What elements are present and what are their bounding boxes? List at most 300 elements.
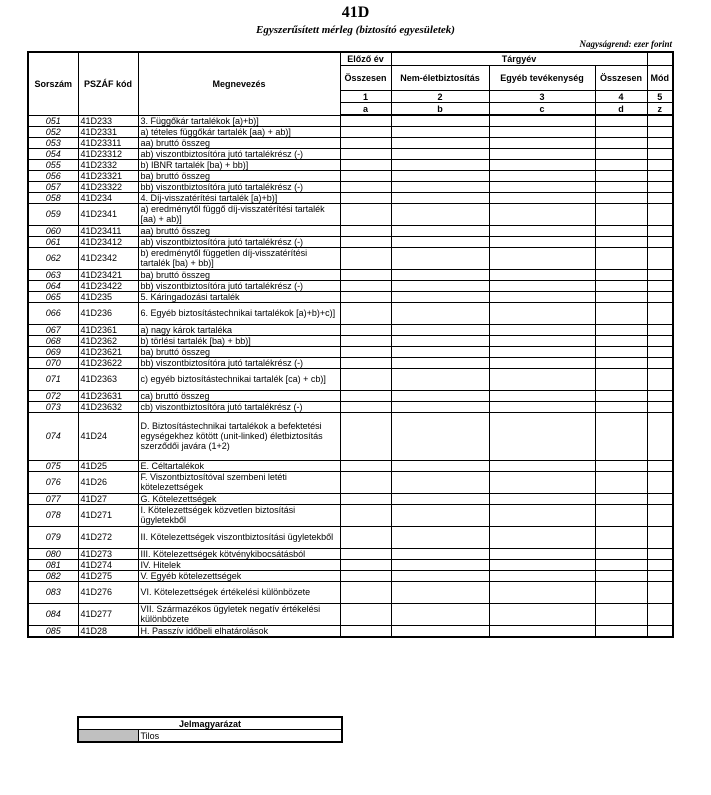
value-cell-prev-total[interactable] xyxy=(340,390,391,401)
value-cell-other-activity[interactable] xyxy=(489,170,595,181)
value-cell-mod[interactable] xyxy=(647,269,673,280)
value-cell-other-activity[interactable] xyxy=(489,247,595,269)
row-description: ba) bruttó összeg xyxy=(138,269,340,280)
row-number: 053 xyxy=(28,137,78,148)
value-cell-curr-total[interactable] xyxy=(595,280,647,291)
value-cell-non-life[interactable] xyxy=(391,203,489,225)
value-cell-curr-total[interactable] xyxy=(595,603,647,625)
value-cell-mod[interactable] xyxy=(647,192,673,203)
value-cell-curr-total[interactable] xyxy=(595,625,647,637)
row-description: c) egyéb biztosítástechnikai tartalék [ca) + cb)] xyxy=(138,368,340,390)
value-cell-mod[interactable] xyxy=(647,181,673,192)
value-cell-mod[interactable] xyxy=(647,401,673,412)
value-cell-curr-total[interactable] xyxy=(595,460,647,471)
table-row xyxy=(28,346,673,357)
value-cell-non-life[interactable] xyxy=(391,471,489,493)
value-cell-non-life[interactable] xyxy=(391,115,489,126)
value-cell-mod[interactable] xyxy=(647,357,673,368)
value-cell-non-life[interactable] xyxy=(391,559,489,570)
value-cell-prev-total[interactable] xyxy=(340,192,391,203)
value-cell-other-activity[interactable] xyxy=(489,126,595,137)
value-cell-mod[interactable] xyxy=(647,346,673,357)
table-body xyxy=(28,115,673,637)
value-cell-non-life[interactable] xyxy=(391,302,489,324)
value-cell-other-activity[interactable] xyxy=(489,493,595,504)
value-cell-curr-total[interactable] xyxy=(595,192,647,203)
table-row xyxy=(28,181,673,192)
value-cell-curr-total[interactable] xyxy=(595,115,647,126)
row-description: aa) bruttó összeg xyxy=(138,225,340,236)
row-number: 062 xyxy=(28,247,78,269)
value-cell-other-activity[interactable] xyxy=(489,225,595,236)
value-cell-non-life[interactable] xyxy=(391,181,489,192)
value-cell-prev-total[interactable] xyxy=(340,625,391,637)
value-cell-non-life[interactable] xyxy=(391,504,489,526)
value-cell-prev-total[interactable] xyxy=(340,291,391,302)
value-cell-other-activity[interactable] xyxy=(489,335,595,346)
value-cell-other-activity[interactable] xyxy=(489,581,595,603)
value-cell-prev-total[interactable] xyxy=(340,236,391,247)
row-code: 41D23621 xyxy=(78,346,138,357)
value-cell-prev-total[interactable] xyxy=(340,148,391,159)
value-cell-mod[interactable] xyxy=(647,247,673,269)
value-cell-curr-total[interactable] xyxy=(595,390,647,401)
row-code: 41D2363 xyxy=(78,368,138,390)
value-cell-prev-total[interactable] xyxy=(340,170,391,181)
col-letter: d xyxy=(595,103,647,116)
value-cell-curr-total[interactable] xyxy=(595,401,647,412)
row-number: 080 xyxy=(28,548,78,559)
row-code: 41D23311 xyxy=(78,137,138,148)
table-row xyxy=(28,247,673,269)
table-row xyxy=(28,570,673,581)
value-cell-other-activity[interactable] xyxy=(489,504,595,526)
row-number: 076 xyxy=(28,471,78,493)
col-num: 5 xyxy=(647,91,673,103)
header-targyev: Tárgyév xyxy=(391,52,647,66)
table-row xyxy=(28,548,673,559)
row-number: 063 xyxy=(28,269,78,280)
value-cell-curr-total[interactable] xyxy=(595,346,647,357)
legend-label: Tilos xyxy=(138,730,342,743)
row-number: 084 xyxy=(28,603,78,625)
value-cell-mod[interactable] xyxy=(647,471,673,493)
value-cell-curr-total[interactable] xyxy=(595,412,647,460)
form-subtitle: Egyszerűsített mérleg (biztosító egyesületek) xyxy=(256,24,455,36)
value-cell-non-life[interactable] xyxy=(391,581,489,603)
value-cell-non-life[interactable] xyxy=(391,170,489,181)
table-row xyxy=(28,126,673,137)
row-number: 057 xyxy=(28,181,78,192)
col-num: 2 xyxy=(391,91,489,103)
value-cell-mod[interactable] xyxy=(647,570,673,581)
row-description: II. Kötelezettségek viszontbiztosítási ügyletekből xyxy=(138,526,340,548)
value-cell-other-activity[interactable] xyxy=(489,236,595,247)
table-row xyxy=(28,504,673,526)
value-cell-curr-total[interactable] xyxy=(595,548,647,559)
value-cell-prev-total[interactable] xyxy=(340,335,391,346)
value-cell-mod[interactable] xyxy=(647,170,673,181)
row-number: 069 xyxy=(28,346,78,357)
value-cell-prev-total[interactable] xyxy=(340,115,391,126)
table-row xyxy=(28,493,673,504)
value-cell-mod[interactable] xyxy=(647,302,673,324)
value-cell-mod[interactable] xyxy=(647,504,673,526)
row-number: 074 xyxy=(28,412,78,460)
value-cell-other-activity[interactable] xyxy=(489,324,595,335)
value-cell-other-activity[interactable] xyxy=(489,460,595,471)
value-cell-non-life[interactable] xyxy=(391,324,489,335)
value-cell-curr-total[interactable] xyxy=(595,148,647,159)
balance-sheet-table xyxy=(27,51,674,638)
row-code: 41D2361 xyxy=(78,324,138,335)
value-cell-prev-total[interactable] xyxy=(340,504,391,526)
col-num: 3 xyxy=(489,91,595,103)
row-description: b) törlési tartalék [ba) + bb)] xyxy=(138,335,340,346)
row-description: b) eredménytől független díj-visszatérítési tartalék [ba) + bb)] xyxy=(138,247,340,269)
row-code: 41D23322 xyxy=(78,181,138,192)
value-cell-prev-total[interactable] xyxy=(340,324,391,335)
value-cell-mod[interactable] xyxy=(647,280,673,291)
header-elozo-ev: Előző év xyxy=(340,52,391,66)
row-code: 41D2331 xyxy=(78,126,138,137)
value-cell-mod[interactable] xyxy=(647,148,673,159)
value-cell-non-life[interactable] xyxy=(391,225,489,236)
value-cell-curr-total[interactable] xyxy=(595,291,647,302)
value-cell-non-life[interactable] xyxy=(391,291,489,302)
row-number: 065 xyxy=(28,291,78,302)
value-cell-prev-total[interactable] xyxy=(340,603,391,625)
value-cell-non-life[interactable] xyxy=(391,603,489,625)
value-cell-other-activity[interactable] xyxy=(489,115,595,126)
row-description: ab) viszontbiztosítóra jutó tartalékrész (-) xyxy=(138,236,340,247)
value-cell-other-activity[interactable] xyxy=(489,559,595,570)
table-row xyxy=(28,401,673,412)
row-description: ca) bruttó összeg xyxy=(138,390,340,401)
value-cell-non-life[interactable] xyxy=(391,346,489,357)
header-pszaf-kod: PSZÁF kód xyxy=(78,52,138,115)
value-cell-curr-total[interactable] xyxy=(595,559,647,570)
row-number: 059 xyxy=(28,203,78,225)
row-number: 070 xyxy=(28,357,78,368)
row-description: G. Kötelezettségek xyxy=(138,493,340,504)
value-cell-mod[interactable] xyxy=(647,526,673,548)
value-cell-non-life[interactable] xyxy=(391,280,489,291)
col-letter: c xyxy=(489,103,595,116)
value-cell-prev-total[interactable] xyxy=(340,126,391,137)
row-code: 41D2341 xyxy=(78,203,138,225)
value-cell-prev-total[interactable] xyxy=(340,225,391,236)
value-cell-non-life[interactable] xyxy=(391,148,489,159)
row-description: E. Céltartalékok xyxy=(138,460,340,471)
value-cell-prev-total[interactable] xyxy=(340,471,391,493)
table-row xyxy=(28,137,673,148)
table-row xyxy=(28,471,673,493)
value-cell-prev-total[interactable] xyxy=(340,570,391,581)
value-cell-prev-total[interactable] xyxy=(340,302,391,324)
value-cell-prev-total[interactable] xyxy=(340,581,391,603)
value-cell-curr-total[interactable] xyxy=(595,302,647,324)
value-cell-prev-total[interactable] xyxy=(340,280,391,291)
row-number: 067 xyxy=(28,324,78,335)
value-cell-mod[interactable] xyxy=(647,236,673,247)
value-cell-non-life[interactable] xyxy=(391,247,489,269)
value-cell-prev-total[interactable] xyxy=(340,412,391,460)
row-code: 41D275 xyxy=(78,570,138,581)
value-cell-non-life[interactable] xyxy=(391,159,489,170)
value-cell-mod[interactable] xyxy=(647,225,673,236)
row-number: 081 xyxy=(28,559,78,570)
value-cell-mod[interactable] xyxy=(647,603,673,625)
row-code: 41D236 xyxy=(78,302,138,324)
value-cell-other-activity[interactable] xyxy=(489,148,595,159)
header-osszesen-curr: Összesen xyxy=(595,66,647,91)
value-cell-mod[interactable] xyxy=(647,559,673,570)
row-code: 41D23411 xyxy=(78,225,138,236)
value-cell-other-activity[interactable] xyxy=(489,137,595,148)
header-osszesen-prev: Összesen xyxy=(340,66,391,91)
row-number: 054 xyxy=(28,148,78,159)
row-code: 41D233 xyxy=(78,115,138,126)
value-cell-mod[interactable] xyxy=(647,548,673,559)
row-number: 082 xyxy=(28,570,78,581)
col-letter: z xyxy=(647,103,673,116)
value-cell-mod[interactable] xyxy=(647,203,673,225)
value-cell-curr-total[interactable] xyxy=(595,581,647,603)
value-cell-curr-total[interactable] xyxy=(595,471,647,493)
table-row xyxy=(28,225,673,236)
value-cell-curr-total[interactable] xyxy=(595,159,647,170)
table-row xyxy=(28,203,673,225)
value-cell-other-activity[interactable] xyxy=(489,357,595,368)
value-cell-prev-total[interactable] xyxy=(340,526,391,548)
value-cell-mod[interactable] xyxy=(647,137,673,148)
value-cell-curr-total[interactable] xyxy=(595,247,647,269)
value-cell-curr-total[interactable] xyxy=(595,526,647,548)
value-cell-non-life[interactable] xyxy=(391,368,489,390)
value-cell-other-activity[interactable] xyxy=(489,302,595,324)
value-cell-other-activity[interactable] xyxy=(489,603,595,625)
header-mod: Mód xyxy=(647,66,673,91)
header-nem-eletbiztositas: Nem-életbiztosítás xyxy=(391,66,489,91)
row-number: 061 xyxy=(28,236,78,247)
row-description: a) tételes függőkár tartalék [aa) + ab)] xyxy=(138,126,340,137)
value-cell-other-activity[interactable] xyxy=(489,526,595,548)
value-cell-mod[interactable] xyxy=(647,412,673,460)
value-cell-prev-total[interactable] xyxy=(340,493,391,504)
value-cell-mod[interactable] xyxy=(647,460,673,471)
value-cell-prev-total[interactable] xyxy=(340,368,391,390)
value-cell-mod[interactable] xyxy=(647,625,673,637)
row-code: 41D23632 xyxy=(78,401,138,412)
value-cell-curr-total[interactable] xyxy=(595,225,647,236)
value-cell-non-life[interactable] xyxy=(391,460,489,471)
value-cell-other-activity[interactable] xyxy=(489,401,595,412)
value-cell-prev-total[interactable] xyxy=(340,247,391,269)
header-megnevezes: Megnevezés xyxy=(138,52,340,115)
value-cell-other-activity[interactable] xyxy=(489,291,595,302)
value-cell-other-activity[interactable] xyxy=(489,412,595,460)
row-description: 4. Díj-visszatérítési tartalék [a)+b)] xyxy=(138,192,340,203)
value-cell-non-life[interactable] xyxy=(391,526,489,548)
value-cell-curr-total[interactable] xyxy=(595,126,647,137)
table-row xyxy=(28,302,673,324)
value-cell-other-activity[interactable] xyxy=(489,625,595,637)
row-code: 41D23412 xyxy=(78,236,138,247)
value-cell-other-activity[interactable] xyxy=(489,269,595,280)
value-cell-prev-total[interactable] xyxy=(340,548,391,559)
row-description: 3. Függőkár tartalékok [a)+b)] xyxy=(138,115,340,126)
row-description: D. Biztosítástechnikai tartalékok a befektetési egységekhez kötött (unit-linked) életbiztosítás szerződői javára (1+2) xyxy=(138,412,340,460)
row-number: 051 xyxy=(28,115,78,126)
row-code: 41D23312 xyxy=(78,148,138,159)
row-number: 055 xyxy=(28,159,78,170)
row-number: 083 xyxy=(28,581,78,603)
value-cell-other-activity[interactable] xyxy=(489,203,595,225)
row-number: 058 xyxy=(28,192,78,203)
value-cell-non-life[interactable] xyxy=(391,357,489,368)
row-code: 41D28 xyxy=(78,625,138,637)
value-cell-prev-total[interactable] xyxy=(340,559,391,570)
row-code: 41D25 xyxy=(78,460,138,471)
row-code: 41D277 xyxy=(78,603,138,625)
value-cell-non-life[interactable] xyxy=(391,493,489,504)
table-row xyxy=(28,159,673,170)
value-cell-mod[interactable] xyxy=(647,126,673,137)
value-cell-other-activity[interactable] xyxy=(489,570,595,581)
value-cell-other-activity[interactable] xyxy=(489,471,595,493)
row-code: 41D273 xyxy=(78,548,138,559)
value-cell-prev-total[interactable] xyxy=(340,346,391,357)
table-row xyxy=(28,460,673,471)
value-cell-mod[interactable] xyxy=(647,581,673,603)
row-description: 6. Egyéb biztosítástechnikai tartalékok [a)+b)+c)] xyxy=(138,302,340,324)
table-row xyxy=(28,368,673,390)
value-cell-non-life[interactable] xyxy=(391,335,489,346)
row-number: 078 xyxy=(28,504,78,526)
form-code-title: 41D xyxy=(341,4,370,21)
row-description: VI. Kötelezettségek értékelési különbözete xyxy=(138,581,340,603)
row-code: 41D23631 xyxy=(78,390,138,401)
row-description: a) eredménytől függő díj-visszatérítési tartalék [aa) + ab)] xyxy=(138,203,340,225)
table-row xyxy=(28,581,673,603)
value-cell-mod[interactable] xyxy=(647,115,673,126)
value-cell-other-activity[interactable] xyxy=(489,390,595,401)
table-row xyxy=(28,603,673,625)
row-number: 056 xyxy=(28,170,78,181)
value-cell-curr-total[interactable] xyxy=(595,570,647,581)
value-cell-prev-total[interactable] xyxy=(340,159,391,170)
value-cell-curr-total[interactable] xyxy=(595,324,647,335)
value-cell-curr-total[interactable] xyxy=(595,368,647,390)
row-code: 41D26 xyxy=(78,471,138,493)
value-cell-non-life[interactable] xyxy=(391,390,489,401)
row-number: 072 xyxy=(28,390,78,401)
value-cell-other-activity[interactable] xyxy=(489,159,595,170)
value-cell-other-activity[interactable] xyxy=(489,368,595,390)
value-cell-prev-total[interactable] xyxy=(340,460,391,471)
value-cell-mod[interactable] xyxy=(647,159,673,170)
row-description: 5. Káringadozási tartalék xyxy=(138,291,340,302)
header-sorszam: Sorszám xyxy=(28,52,78,115)
value-cell-prev-total[interactable] xyxy=(340,401,391,412)
value-cell-other-activity[interactable] xyxy=(489,280,595,291)
value-cell-other-activity[interactable] xyxy=(489,181,595,192)
row-description: a) nagy károk tartaléka xyxy=(138,324,340,335)
value-cell-curr-total[interactable] xyxy=(595,493,647,504)
table-row xyxy=(28,192,673,203)
legend-swatch xyxy=(78,730,138,743)
table-row xyxy=(28,170,673,181)
value-cell-non-life[interactable] xyxy=(391,625,489,637)
value-cell-non-life[interactable] xyxy=(391,236,489,247)
row-code: 41D276 xyxy=(78,581,138,603)
value-cell-mod[interactable] xyxy=(647,335,673,346)
value-cell-mod[interactable] xyxy=(647,368,673,390)
value-cell-mod[interactable] xyxy=(647,390,673,401)
row-code: 41D23622 xyxy=(78,357,138,368)
value-cell-curr-total[interactable] xyxy=(595,357,647,368)
row-code: 41D272 xyxy=(78,526,138,548)
value-cell-prev-total[interactable] xyxy=(340,203,391,225)
value-cell-curr-total[interactable] xyxy=(595,236,647,247)
value-cell-mod[interactable] xyxy=(647,291,673,302)
value-cell-prev-total[interactable] xyxy=(340,137,391,148)
row-number: 075 xyxy=(28,460,78,471)
value-cell-prev-total[interactable] xyxy=(340,357,391,368)
row-code: 41D23321 xyxy=(78,170,138,181)
row-description: H. Passzív időbeli elhatárolások xyxy=(138,625,340,637)
value-cell-other-activity[interactable] xyxy=(489,192,595,203)
value-cell-non-life[interactable] xyxy=(391,570,489,581)
value-cell-mod[interactable] xyxy=(647,493,673,504)
value-cell-curr-total[interactable] xyxy=(595,170,647,181)
row-code: 41D274 xyxy=(78,559,138,570)
row-number: 079 xyxy=(28,526,78,548)
row-code: 41D234 xyxy=(78,192,138,203)
table-row xyxy=(28,148,673,159)
row-description: aa) bruttó összeg xyxy=(138,137,340,148)
value-cell-non-life[interactable] xyxy=(391,137,489,148)
col-letter: a xyxy=(340,103,391,116)
table-row xyxy=(28,115,673,126)
table-row xyxy=(28,526,673,548)
value-cell-prev-total[interactable] xyxy=(340,181,391,192)
value-cell-curr-total[interactable] xyxy=(595,269,647,280)
value-cell-non-life[interactable] xyxy=(391,269,489,280)
row-description: bb) viszontbiztosítóra jutó tartalékrész (-) xyxy=(138,181,340,192)
value-cell-non-life[interactable] xyxy=(391,412,489,460)
row-code: 41D271 xyxy=(78,504,138,526)
value-cell-curr-total[interactable] xyxy=(595,137,647,148)
row-description: ba) bruttó összeg xyxy=(138,346,340,357)
value-cell-curr-total[interactable] xyxy=(595,181,647,192)
value-cell-curr-total[interactable] xyxy=(595,335,647,346)
value-cell-non-life[interactable] xyxy=(391,401,489,412)
value-cell-other-activity[interactable] xyxy=(489,548,595,559)
value-cell-non-life[interactable] xyxy=(391,126,489,137)
row-number: 066 xyxy=(28,302,78,324)
value-cell-other-activity[interactable] xyxy=(489,346,595,357)
row-description: ba) bruttó összeg xyxy=(138,170,340,181)
value-cell-non-life[interactable] xyxy=(391,192,489,203)
row-code: 41D23421 xyxy=(78,269,138,280)
value-cell-mod[interactable] xyxy=(647,324,673,335)
value-cell-non-life[interactable] xyxy=(391,548,489,559)
value-cell-prev-total[interactable] xyxy=(340,269,391,280)
value-cell-curr-total[interactable] xyxy=(595,504,647,526)
value-cell-curr-total[interactable] xyxy=(595,203,647,225)
